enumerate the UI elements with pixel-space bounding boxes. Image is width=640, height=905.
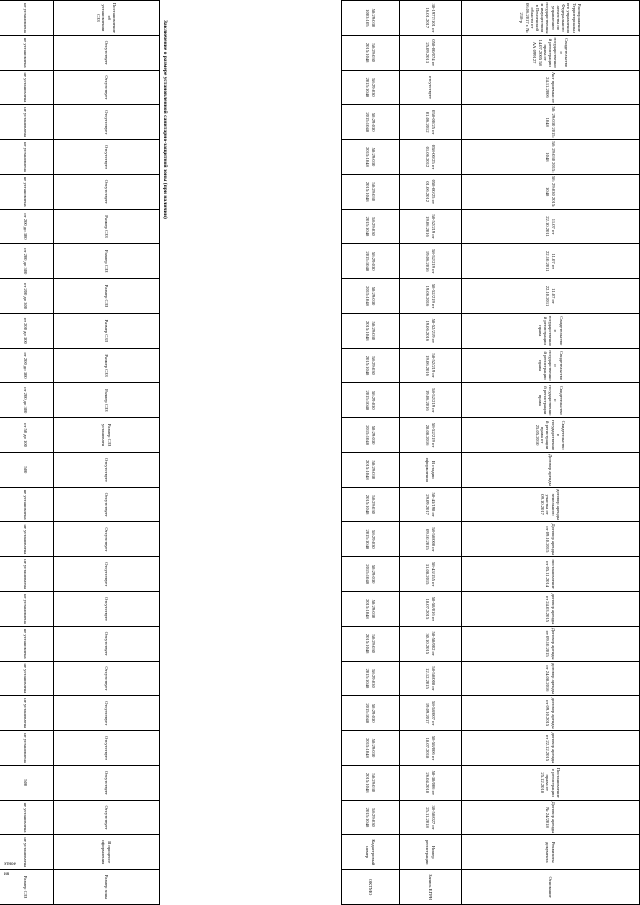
table-cell: Отсутствует [54, 105, 160, 140]
table-cell: 500 [0, 452, 54, 487]
table-cell: постановление от 05.11.2014 [462, 557, 640, 592]
table-cell: не установлена [0, 800, 54, 835]
table-cell: Размер зоны [54, 870, 160, 905]
table-cell: Размер СЗЗ [0, 870, 54, 905]
table-cell: 058-00/25 от 01.06.2012 [400, 174, 462, 209]
table-cell: договор аренды от 22.12.2015 [462, 731, 640, 766]
table-cell: Отсутствует [54, 696, 160, 731]
table-cell: 11.07 от 22.10.2011 [462, 279, 640, 314]
table-cell: не установлена [0, 731, 54, 766]
table-cell: Отсутствует [54, 592, 160, 627]
table-cell: 58:29:030 2015:1048 [342, 244, 400, 279]
table-cell: В стадии оформления [400, 452, 462, 487]
table-cell: Свидетельство о государственной регистрации права [462, 313, 640, 348]
table-cell: 58:29:030 2015:1048 [342, 105, 400, 140]
table-cell: не установлена [0, 105, 54, 140]
table-cell: 58:29:030 2015:1048 [342, 209, 400, 244]
table-cell: ОКТМО [342, 870, 400, 905]
table-cell: Отсутствует [54, 800, 160, 835]
table-cell: Свидетельство о государственной регистрации права от 14.07.2005 58 АА 099127 [462, 35, 640, 70]
table-cell: Номер регистрации [400, 835, 462, 870]
table-cell: 58:29:030 2015:1048 [342, 140, 400, 175]
table-cell: 58:29:030 2015:1048 [342, 592, 400, 627]
table-cell: 38-58/027 от 25.11.2018 [400, 800, 462, 835]
fragment-text: ия [4, 872, 9, 877]
table-cell: от 200 до 300 [0, 209, 54, 244]
table-row [54, 1, 160, 905]
table-cell: 58-52/219 от 19.06.2016 [400, 209, 462, 244]
table-cell: 58:29:030 2015:1048 [342, 35, 400, 70]
table-cell: отсутствует [400, 70, 462, 105]
table-cell: Договор аренды [462, 452, 640, 487]
table-cell: Постановление об установлении СЗЗ [54, 1, 160, 36]
table-row [0, 1, 54, 905]
registry-table-upper [341, 0, 640, 905]
table-cell: не установлена [0, 174, 54, 209]
table-cell: от 200 до 300 [0, 313, 54, 348]
table-row [400, 1, 462, 905]
table-cell: 58:29:030 2015:1048 [342, 557, 400, 592]
table-cell: Отсутствует [54, 35, 160, 70]
table-cell: 58:29:030 2015:1048 [342, 313, 400, 348]
table-cell: 58-43/155 от 31.08.2015 [400, 557, 462, 592]
table-cell: 58:29:030 2015:1048 [342, 731, 400, 766]
table-cell: договор аренды от 24.08.2016 [462, 661, 640, 696]
table-cell: Свидетельство о государственной регистрации права от 25.05.2010 [462, 418, 640, 453]
table-cell: 58: 29:030 2015: 1048 [462, 174, 640, 209]
table-cell: Реквизиты документа [462, 835, 640, 870]
table-cell: 58-58/008 от 12.12.2015 [400, 661, 462, 696]
table-cell: 58-52/219 от 19.06.2016 [400, 383, 462, 418]
table-cell: Отсутствует [54, 765, 160, 800]
table-cell: 58:29:030 2015:1048 [342, 522, 400, 557]
table-cell: Отсутствует [54, 452, 160, 487]
table-cell: Договор аренды № 24/2018 [462, 800, 640, 835]
table-cell: В процессе оформления [54, 835, 160, 870]
table-cell: не установлена [0, 626, 54, 661]
table-cell: Распоряжение Территориального управления Федерального агентства по управлению государственным имуществом в Пензенской области от 06.06.2017 г. № 218-р [462, 1, 640, 36]
section-heading: Заключение о размере установленной санитарно-защитной зоны (при наличии) [162, 20, 168, 219]
table-cell: Запись ЕГРН [400, 870, 462, 905]
table-cell: 58-58/016 от 18.07.2015 [400, 592, 462, 627]
table-cell: 58:29:030 2015:1048 [342, 696, 400, 731]
table-cell: от 200 до 300 [0, 244, 54, 279]
table-cell: 058-00/25 от 01.06.2012 [400, 140, 462, 175]
table-cell: Основание [462, 870, 640, 905]
table-cell: 058-00/074 от 25.09.2013 [400, 35, 462, 70]
table-cell: договор аренды от 09.10.2015 [462, 696, 640, 731]
table-cell: Размер СЗЗ [54, 209, 160, 244]
table-cell: Размер СЗЗ [54, 279, 160, 314]
table-cell: не установлена [0, 522, 54, 557]
table-cell: 58:29:030 2015:1048 [342, 452, 400, 487]
table-row [342, 1, 400, 905]
table-cell: 58-52/219 от 19.06.2016 [400, 279, 462, 314]
table-cell: 58-52/219 от 19.06.2016 [400, 244, 462, 279]
table-cell: Отсутствует [54, 487, 160, 522]
table-cell: 11.07 от 22.10.2011 [462, 209, 640, 244]
table-cell: 58:29:030 2015:1048 [342, 174, 400, 209]
table-cell: Отсутствует [54, 557, 160, 592]
table-cell: Отсутствует [54, 174, 160, 209]
table-cell: Свидетельство о государственной регистрации права [462, 383, 640, 418]
table-cell: 58:29:030 2015:1048 [342, 800, 400, 835]
table-cell: 58-58/007 от 19.09.2017 [400, 696, 462, 731]
table-cell: 58:29:030 2015:1048 [342, 279, 400, 314]
table-cell: Отсутствует [54, 626, 160, 661]
table-cell: 58: 29:030 2015: 1048 [462, 105, 640, 140]
table-cell: Постановление о регистрации права от 25.12.2018 [462, 765, 640, 800]
table-cell: 58-43/198 от 29.09.2017 [400, 487, 462, 522]
table-cell: 58:29:030 2015:1048 [342, 626, 400, 661]
table-cell: Отсутствует [54, 522, 160, 557]
table-cell: 58:29:030 2015:1048 [342, 348, 400, 383]
table-cell: 58-58/002 от 30.10.2015 [400, 626, 462, 661]
table-cell: 058-00/25 от 01.06.2012 [400, 105, 462, 140]
table-cell: договор аренды от 24.03.2015 [462, 592, 640, 627]
table-cell: 58-38/006 от 26.04.2018 [400, 765, 462, 800]
table-cell: 58-52/219 от 19.06.2016 [400, 313, 462, 348]
table-cell: 58-52/219 от 19.06.2016 [400, 348, 462, 383]
table-cell: не установлена [0, 140, 54, 175]
table-cell: Отсутствует [54, 140, 160, 175]
table-cell: Отсутствует [54, 731, 160, 766]
table-cell: 11.07 от 22.10.2011 [462, 244, 640, 279]
table-cell: не установлена [0, 557, 54, 592]
table-cell: от 200 до 300 [0, 348, 54, 383]
table-row [462, 1, 640, 905]
table-cell: 38-1977/101 от 16.01.2017 [400, 1, 462, 36]
table-cell: от 200 до 300 [0, 383, 54, 418]
table-cell: не установлена [0, 592, 54, 627]
table-cell: Акт приемки от 24.11.2006 [462, 70, 640, 105]
table-cell: Отсутствует [54, 661, 160, 696]
table-cell: договор аренды земельного участка от 09.10.2017 [462, 487, 640, 522]
table-cell: 500 [0, 765, 54, 800]
table-cell: не установлена [0, 661, 54, 696]
table-cell: не установлена [0, 487, 54, 522]
table-cell: Размер СЗЗ установлен [54, 418, 160, 453]
table-cell: Размер СЗЗ [54, 348, 160, 383]
table-cell: Размер СЗЗ [54, 313, 160, 348]
table-cell: 58:29:030 1003:105 [342, 1, 400, 36]
table-cell: 58: 29:030 2015: 1048 [462, 140, 640, 175]
table-cell: не установлена [0, 70, 54, 105]
fragment-text: этное [4, 862, 16, 867]
table-cell: 58:29:030 2015:1048 [342, 487, 400, 522]
table-cell: не установлена [0, 696, 54, 731]
table-cell: Договор аренды от 09.10.2015 [462, 626, 640, 661]
table-cell: не установлена [0, 835, 54, 870]
sanitary-zone-table [0, 0, 160, 905]
table-cell: 58:29:030 2015:1048 [342, 383, 400, 418]
table-cell: 58-58/006 от 18.07.2018 [400, 731, 462, 766]
table-cell: 58-52/219 от 28.08.2016 [400, 418, 462, 453]
table-cell: от 200 до 300 [0, 279, 54, 314]
table-cell: Размер СЗЗ [54, 383, 160, 418]
table-cell: не установлена [0, 35, 54, 70]
table-cell: Размер СЗЗ [54, 244, 160, 279]
table-cell: Кадастровый номер [342, 835, 400, 870]
table-cell: 58:29:030 2015:1048 [342, 70, 400, 105]
table-cell: Свидетельство о государственной регистрации права [462, 348, 640, 383]
table-cell: не установлена [0, 1, 54, 36]
table-cell: 58:29:030 2015:1048 [342, 418, 400, 453]
table-cell: от 50 до 100 [0, 418, 54, 453]
table-cell: 58:29:030 2015:1048 [342, 765, 400, 800]
table-cell: Отсутствует [54, 70, 160, 105]
table-cell: Договор аренды от 09.10.2015 [462, 522, 640, 557]
table-cell: 58:29:030 2015:1048 [342, 661, 400, 696]
table-cell: 58-58/008 от 09.10.2015 [400, 522, 462, 557]
